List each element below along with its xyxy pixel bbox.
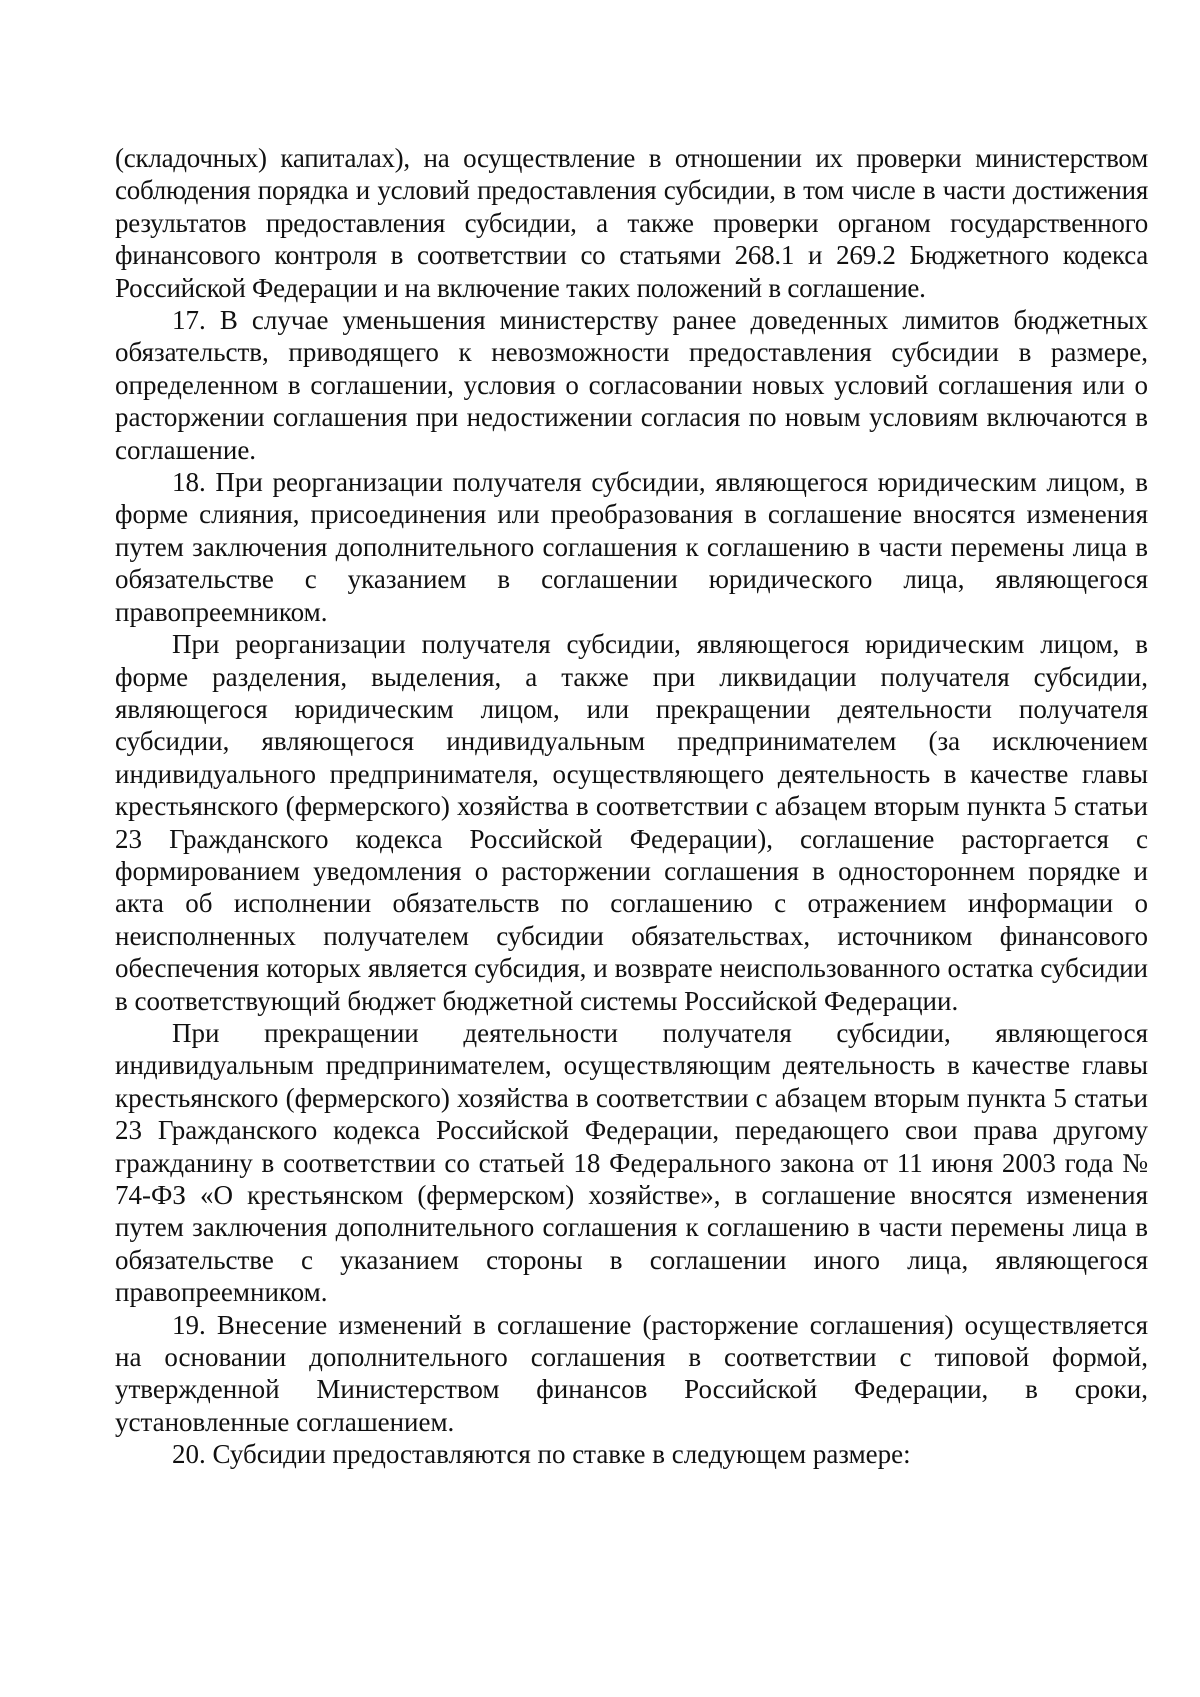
paragraph-item-19: 19. Внесение изменений в соглашение (расторжение соглашения) осуществляется на основании дополнительного соглашения в соответствии с типовой формой, утвержденной Министерством финансов Российской Федерации, в сроки, установленные соглашением. [115,1309,1148,1437]
paragraph-continuation: (складочных) капиталах), на осуществление в отношении их проверки министерством соблюдения порядка и условий предоставления субсидии, в том числе в части достижения результатов предоставления субсидии, а также проверки органом государственного финансового контроля в соответствии со статьями 268.1 и 269.2 Бюджетного кодекса Российской Федерации и на включение таких положений в соглашение. [115,143,1148,303]
document-body [115,142,1148,1471]
paragraph-item-20: 20. Субсидии предоставляются по ставке в следующем размере: [172,1439,911,1470]
paragraph-item-17: 17. В случае уменьшения министерству ранее доведенных лимитов бюджетных обязательств, приводящего к невозможности предоставления субсидии в размере, определенном в соглашении, условия о согласовании новых условий соглашения или о расторжении соглашения при недостижении согласия по новым условиям включаются в соглашение. [115,305,1148,465]
paragraph-item-18: 18. При реорганизации получателя субсидии, являющегося юридическим лицом, в форме слияния, присоединения или преобразования в соглашение вносятся изменения путем заключения дополнительного соглашения к соглашению в части перемены лица в обязательстве с указанием в соглашении юридического лица, являющегося правопреемником. [115,467,1148,627]
paragraph-farm-head-transfer: При прекращении деятельности получателя субсидии, являющегося индивидуальным предпринимателем, осуществляющим деятельность в качестве главы крестьянского (фермерского) хозяйства в соответствии с абзацем вторым пункта 5 статьи 23 Гражданского кодекса Российской Федерации, передающего свои права другому гражданину в соответствии со статьей 18 Федерального закона от 11 июня 2003 года № 74-ФЗ «О крестьянском (фермерском) хозяйстве», в соглашение вносятся изменения путем заключения дополнительного соглашения к соглашению в части перемены лица в обязательстве с указанием стороны в соглашении иного лица, являющегося правопреемником. [115,1017,1148,1308]
paragraph-reorganization-division: При реорганизации получателя субсидии, являющегося юридическим лицом, в форме разделения, выделения, а также при ликвидации получателя субсидии, являющегося юридическим лицом, или прекращении деятельности получателя субсидии, являющегося индивидуальным предпринимателем (за исключением индивидуального предпринимателя, осуществляющего деятельность в качестве главы крестьянского (фермерского) хозяйства в соответствии с абзацем вторым пункта 5 статьи 23 Гражданского кодекса Российской Федерации), соглашение расторгается с формированием уведомления о расторжении соглашения в одностороннем порядке и акта об исполнении обязательств по соглашению с отражением информации о неисполненных получателем субсидии обязательствах, источником финансового обеспечения которых является субсидия, и возврате неиспользованного остатка субсидии в соответствующий бюджет бюджетной системы Российской Федерации. [115,629,1148,1016]
